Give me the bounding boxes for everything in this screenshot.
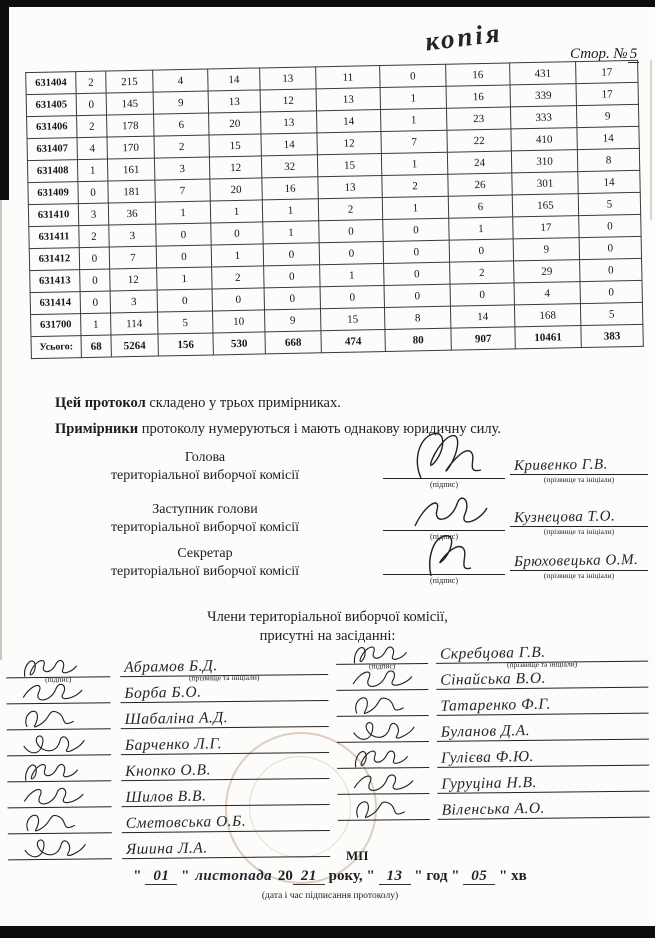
table-cell-value: 1	[382, 196, 448, 219]
results-table-wrap	[25, 60, 643, 359]
member-row	[6, 681, 332, 708]
table-cell-value: 3	[109, 224, 156, 247]
scan-edge-top	[0, 0, 655, 7]
table-cell-value: 1	[157, 267, 212, 290]
table-cell-value: 0	[383, 218, 449, 241]
signature-caption: (підпис)	[429, 576, 458, 585]
quote-mark: "	[499, 868, 508, 884]
table-cell-value: 14	[261, 133, 317, 156]
table-cell-value: 5264	[111, 334, 158, 357]
table-cell-value: 29	[514, 260, 580, 283]
member-signature-line	[337, 741, 429, 743]
table-cell-value: 6	[448, 195, 512, 218]
page-number-prefix: Стор. №	[570, 46, 628, 62]
date-year-handwritten: 21	[293, 868, 325, 885]
table-cell-value: 36	[108, 202, 155, 225]
table-cell-value: 156	[158, 333, 213, 356]
member-name-line	[437, 773, 649, 794]
table-cell-value: 0	[80, 291, 110, 314]
official-role	[55, 449, 355, 485]
table-cell-value: 15	[317, 154, 381, 177]
signature-caption: (підпис)	[368, 661, 396, 671]
official-name-handwritten: Кузнецова Т.О.	[513, 508, 616, 527]
table-cell-value: 4	[153, 69, 208, 92]
precinct-number: 631411	[29, 226, 79, 249]
precinct-number: 631414	[30, 292, 80, 315]
member-name-handwritten: Віленська А.О.	[441, 799, 546, 819]
table-cell-value: 9	[153, 91, 208, 114]
table-cell-value: 1	[81, 313, 111, 336]
table-cell-value: 2	[154, 135, 209, 158]
signature-scribble	[17, 757, 93, 784]
table-cell-value: 16	[446, 63, 510, 86]
table-cell-value: 14	[450, 305, 514, 328]
member-name-handwritten: Сінайська В.О.	[440, 669, 547, 689]
official-name-caption: (прізвище та ініціали)	[543, 571, 615, 580]
table-cell-value: 15	[320, 308, 384, 331]
table-cell-value: 0	[156, 223, 211, 246]
signature-caption: (підпис)	[429, 532, 458, 541]
member-signature-line	[7, 754, 111, 756]
member-name-line	[121, 734, 329, 755]
table-cell-value: 4	[77, 137, 107, 160]
member-name-line	[122, 838, 330, 859]
table-cell-value: 333	[510, 106, 576, 129]
member-name-line	[437, 721, 649, 742]
signature-caption: (підпис)	[45, 674, 72, 684]
signature-line	[383, 574, 505, 585]
table-cell-value: 161	[107, 158, 154, 181]
signature-line	[383, 478, 505, 489]
precinct-number: 631409	[28, 182, 78, 205]
note-numbering	[55, 416, 625, 442]
table-cell-value: 23	[446, 107, 510, 130]
table-cell-value: 6	[154, 113, 209, 136]
member-signature-line	[7, 728, 111, 730]
table-cell-value: 1	[320, 264, 384, 287]
member-name-handwritten: Борба Б.О.	[124, 683, 202, 703]
member-signature-line	[8, 832, 112, 834]
table-cell-value: 13	[261, 111, 317, 134]
table-cell-value: 0	[319, 220, 383, 243]
precinct-number: 631412	[29, 248, 79, 271]
note-numbering-bold: Примірники	[55, 421, 139, 437]
table-cell-value: 20	[209, 112, 261, 135]
official-row-secretary	[0, 537, 655, 583]
table-cell-value: 907	[451, 327, 515, 350]
member-signature-line	[8, 858, 112, 860]
date-roku-label: року,	[328, 868, 363, 884]
table-cell-value: 1	[211, 244, 263, 267]
member-name-handwritten: Гулієва Ф.Ю.	[440, 747, 535, 767]
member-signature-line	[336, 661, 428, 671]
table-cell-value: 9	[513, 238, 579, 261]
table-cell-value: 0	[384, 262, 450, 285]
member-row	[8, 811, 334, 838]
precinct-number: Усього:	[31, 336, 81, 359]
table-cell-value: 13	[318, 176, 382, 199]
table-cell-value: 5	[580, 302, 642, 325]
table-cell-value: 12	[110, 268, 157, 291]
official-name-line	[510, 456, 648, 484]
member-name-line	[436, 669, 648, 690]
official-row-deputy	[0, 493, 655, 539]
table-cell-value: 165	[512, 194, 578, 217]
table-cell-value: 0	[383, 240, 449, 263]
member-signature-line	[338, 819, 430, 821]
table-cell-value: 474	[321, 330, 385, 353]
table-cell-value: 3	[78, 203, 108, 226]
official-name-line	[510, 551, 648, 580]
table-cell-value: 2	[450, 261, 514, 284]
signature-scribble	[18, 835, 94, 862]
table-cell-value: 215	[106, 70, 153, 93]
signature-scribble	[347, 796, 423, 823]
table-cell-value: 1	[380, 86, 446, 109]
precinct-number: 631404	[26, 72, 76, 95]
page-number-value: 5	[629, 46, 638, 62]
table-cell-value: 1	[155, 201, 210, 224]
signature-scribble	[346, 666, 422, 693]
table-cell-value: 0	[80, 269, 110, 292]
member-name-line	[120, 682, 328, 703]
seal-placeholder: МП	[346, 848, 369, 863]
table-cell-value: 145	[106, 92, 153, 115]
scan-edge-bottom	[0, 926, 655, 938]
member-name-handwritten: Шабаліна А.Д.	[124, 709, 229, 728]
table-cell-value: 0	[264, 287, 320, 310]
quote-mark: "	[133, 868, 142, 884]
signature-scribble	[18, 809, 94, 836]
member-row	[336, 642, 651, 669]
quote-mark: "	[414, 868, 423, 884]
members-heading	[0, 608, 655, 646]
table-cell-value: 3	[154, 157, 209, 180]
official-row-head	[0, 441, 655, 487]
table-cell-value: 9	[576, 104, 638, 127]
table-cell-value: 2	[382, 174, 448, 197]
table-cell-value: 12	[317, 132, 381, 155]
date-month-handwritten: листопада	[195, 868, 273, 884]
member-row	[336, 694, 651, 721]
table-cell-value: 114	[111, 312, 158, 335]
member-signature-line	[6, 674, 110, 684]
table-cell-value: 0	[449, 239, 513, 262]
member-name-caption: (прізвище та ініціали)	[189, 672, 260, 683]
table-cell-value: 168	[514, 304, 580, 327]
table-cell-value: 17	[576, 60, 638, 83]
member-name-handwritten: Гуруціна Н.В.	[441, 773, 538, 793]
table-cell-value: 8	[384, 306, 450, 329]
table-cell-value: 12	[260, 89, 316, 112]
table-cell-value: 0	[580, 280, 642, 303]
precinct-number: 631405	[26, 94, 76, 117]
member-row	[336, 668, 651, 695]
member-signature-line	[336, 689, 428, 691]
official-name-handwritten: Кривенко Г.В.	[513, 456, 608, 475]
member-signature-line	[7, 780, 111, 782]
official-role-line1: Голова	[184, 450, 226, 465]
table-cell-value: 5	[578, 192, 640, 215]
table-cell-value: 301	[512, 172, 578, 195]
member-row	[7, 759, 333, 786]
precinct-number: 631407	[27, 138, 77, 161]
table-cell-value: 0	[450, 283, 514, 306]
note-copies-bold: Цей протокол	[55, 395, 146, 411]
table-cell-value: 181	[108, 180, 155, 203]
table-cell-value: 0	[384, 284, 450, 307]
table-cell-value: 3	[110, 290, 157, 313]
table-cell-value: 5	[158, 311, 213, 334]
quote-mark: "	[451, 868, 460, 884]
table-cell-value: 2	[77, 115, 107, 138]
signature-scribble	[17, 705, 93, 732]
signature-scribble	[346, 692, 422, 719]
table-cell-value: 14	[577, 126, 639, 149]
table-cell-value: 0	[263, 243, 319, 266]
table-cell-value: 14	[208, 68, 260, 91]
table-cell-value: 2	[212, 266, 264, 289]
member-name-line	[121, 786, 329, 807]
table-cell-value: 0	[319, 242, 383, 265]
official-role-line2: територіальної виборчої комісії	[110, 468, 300, 483]
member-name-handwritten: Буланов Д.А.	[440, 721, 531, 741]
table-cell-value: 170	[107, 136, 154, 159]
signature-caption: (підпис)	[429, 480, 458, 489]
official-role-line2: територіальної виборчої комісії	[110, 564, 300, 579]
quote-mark: "	[181, 868, 190, 884]
member-name-handwritten: Яшина Л.А.	[125, 839, 208, 858]
signature-scribble	[347, 770, 423, 797]
precinct-number: 631410	[28, 204, 78, 227]
time-hour-label: год	[426, 868, 448, 884]
table-cell-value: 11	[316, 66, 380, 89]
member-signature-line	[8, 806, 112, 808]
table-cell-value: 68	[81, 335, 111, 358]
table-cell-value: 0	[579, 236, 641, 259]
time-hour-handwritten: 13	[379, 868, 411, 885]
handwritten-copy-note: копія	[423, 17, 505, 57]
date-caption: (дата і час підписання протоколу)	[261, 891, 399, 901]
member-name-caption: (прізвище та ініціали)	[506, 659, 578, 670]
precinct-number: 631413	[30, 270, 80, 293]
table-cell-value: 22	[447, 129, 511, 152]
table-cell-value: 0	[211, 222, 263, 245]
table-cell-value: 1	[381, 108, 447, 131]
signature-scribble	[347, 744, 423, 771]
official-role-line2: територіальної виборчої комісії	[110, 520, 300, 535]
date-year-prefix: 20	[277, 868, 293, 884]
table-cell-value: 14	[317, 110, 381, 133]
table-cell-value: 17	[576, 82, 638, 105]
table-cell-value: 16	[262, 177, 318, 200]
official-name-line	[510, 508, 648, 536]
member-name-handwritten: Абрамов Б.Д.	[123, 657, 218, 677]
table-cell-value: 17	[513, 216, 579, 239]
member-name-line	[436, 695, 648, 716]
table-cell-value: 0	[156, 245, 211, 268]
table-cell-value: 26	[448, 173, 512, 196]
results-table	[25, 60, 644, 359]
table-cell-value: 1	[262, 199, 318, 222]
quote-mark: "	[366, 868, 375, 884]
table-cell-value: 14	[578, 170, 640, 193]
table-cell-value: 9	[265, 309, 321, 332]
table-cell-value: 0	[157, 289, 212, 312]
table-cell-value: 431	[510, 62, 576, 85]
table-cell-value: 15	[209, 134, 261, 157]
signature-scribble	[17, 783, 93, 810]
table-cell-value: 4	[514, 282, 580, 305]
member-name-handwritten: Скребцова Г.В.	[439, 643, 546, 663]
members-heading-line2: присутні на засіданні:	[259, 628, 396, 644]
member-row	[338, 798, 653, 825]
member-name-line	[121, 760, 329, 781]
member-name-line	[121, 708, 329, 729]
table-cell-value: 24	[447, 151, 511, 174]
official-name-handwritten: Брюховецька О.М.	[513, 551, 639, 571]
table-cell-value: 339	[510, 84, 576, 107]
table-cell-value: 178	[107, 114, 154, 137]
time-minute-label: хв	[511, 868, 527, 884]
member-row	[6, 655, 332, 682]
scan-edge-right	[650, 60, 652, 220]
table-cell-value: 0	[212, 288, 264, 311]
note-numbering-rest: протоколу нумеруються і мають однакову юридичну силу.	[138, 421, 502, 437]
officials-signature-block	[0, 441, 655, 591]
table-cell-value: 20	[210, 178, 262, 201]
member-name-handwritten: Сметовська О.Б.	[125, 812, 247, 832]
official-role-line1: Заступник голови	[152, 502, 258, 517]
table-cell-value: 668	[265, 331, 321, 354]
members-column-right	[336, 642, 653, 827]
member-signature-line	[337, 715, 429, 717]
precinct-number: 631700	[31, 314, 81, 337]
table-cell-value: 1	[263, 221, 319, 244]
member-name-handwritten: Кнопко О.В.	[125, 761, 212, 780]
signature-scribble	[411, 532, 481, 578]
members-heading-line1: Члени територіальної виборчої комісії,	[207, 609, 448, 625]
table-cell-value: 32	[261, 155, 317, 178]
precinct-number: 631406	[27, 116, 77, 139]
table-cell-value: 0	[580, 258, 642, 281]
table-cell-value: 10	[213, 310, 265, 333]
member-row	[7, 733, 333, 760]
table-cell-value: 0	[264, 265, 320, 288]
member-row	[8, 837, 334, 864]
member-row	[7, 785, 333, 812]
table-cell-value: 2	[79, 225, 109, 248]
table-cell-value: 383	[581, 324, 643, 347]
official-role-line1: Секретар	[177, 546, 233, 561]
member-name-line	[122, 812, 330, 833]
table-cell-value: 0	[78, 181, 108, 204]
date-line	[110, 868, 550, 885]
scan-edge-left	[0, 0, 9, 200]
official-role	[55, 501, 355, 537]
note-copies	[55, 390, 625, 416]
member-row	[337, 746, 652, 773]
table-cell-value: 13	[260, 67, 316, 90]
member-name-line	[120, 656, 328, 683]
official-name-caption: (прізвище та ініціали)	[543, 527, 615, 536]
table-cell-value: 410	[511, 128, 577, 151]
table-cell-value: 1	[210, 200, 262, 223]
table-cell-value: 7	[381, 130, 447, 153]
table-cell-value: 0	[76, 93, 106, 116]
table-cell-value: 530	[213, 332, 265, 355]
signature-scribble	[411, 430, 489, 482]
table-cell-value: 310	[511, 150, 577, 173]
table-cell-value: 80	[385, 328, 451, 351]
precinct-number: 631408	[27, 160, 77, 183]
members-column-left	[6, 655, 334, 866]
member-signature-line	[6, 702, 110, 704]
table-cell-value: 1	[77, 159, 107, 182]
official-name-caption: (прізвище та ініціали)	[543, 475, 615, 484]
table-cell-value: 13	[208, 90, 260, 113]
time-minute-handwritten: 05	[463, 868, 495, 885]
table-cell-value: 0	[79, 247, 109, 270]
date-day-handwritten: 01	[145, 868, 177, 885]
table-cell-value: 0	[320, 286, 384, 309]
signature-scribble	[17, 731, 93, 758]
table-cell-value: 2	[318, 198, 382, 221]
table-cell-value: 12	[209, 156, 261, 179]
table-cell-value: 13	[316, 88, 380, 111]
member-signature-line	[337, 793, 429, 795]
signature-scribble	[16, 679, 92, 706]
signature-line	[383, 530, 505, 541]
table-cell-value: 0	[380, 64, 446, 87]
signature-scribble	[347, 718, 423, 745]
table-cell-value: 2	[76, 71, 106, 94]
member-row	[7, 707, 333, 734]
member-name-handwritten: Барченко Л.Г.	[124, 735, 223, 754]
note-copies-rest: складено у трьох примірниках.	[145, 395, 341, 411]
table-cell-value: 1	[381, 152, 447, 175]
official-role	[55, 545, 355, 581]
table-cell-value: 7	[155, 179, 210, 202]
member-name-handwritten: Татаренко Ф.Г.	[440, 695, 552, 715]
member-row	[337, 772, 652, 799]
member-row	[337, 720, 652, 747]
table-cell-value: 0	[579, 214, 641, 237]
table-cell-value: 8	[577, 148, 639, 171]
table-cell-value: 16	[446, 85, 510, 108]
member-name-line	[437, 747, 649, 768]
table-cell-value: 7	[109, 246, 156, 269]
member-name-handwritten: Шилов В.В.	[125, 787, 207, 806]
protocol-notes	[55, 390, 625, 442]
member-name-line	[436, 643, 648, 670]
member-signature-line	[337, 767, 429, 769]
table-cell-value: 10461	[515, 326, 581, 349]
signature-scribble	[411, 492, 491, 534]
member-name-line	[438, 799, 650, 820]
table-cell-value: 1	[449, 217, 513, 240]
